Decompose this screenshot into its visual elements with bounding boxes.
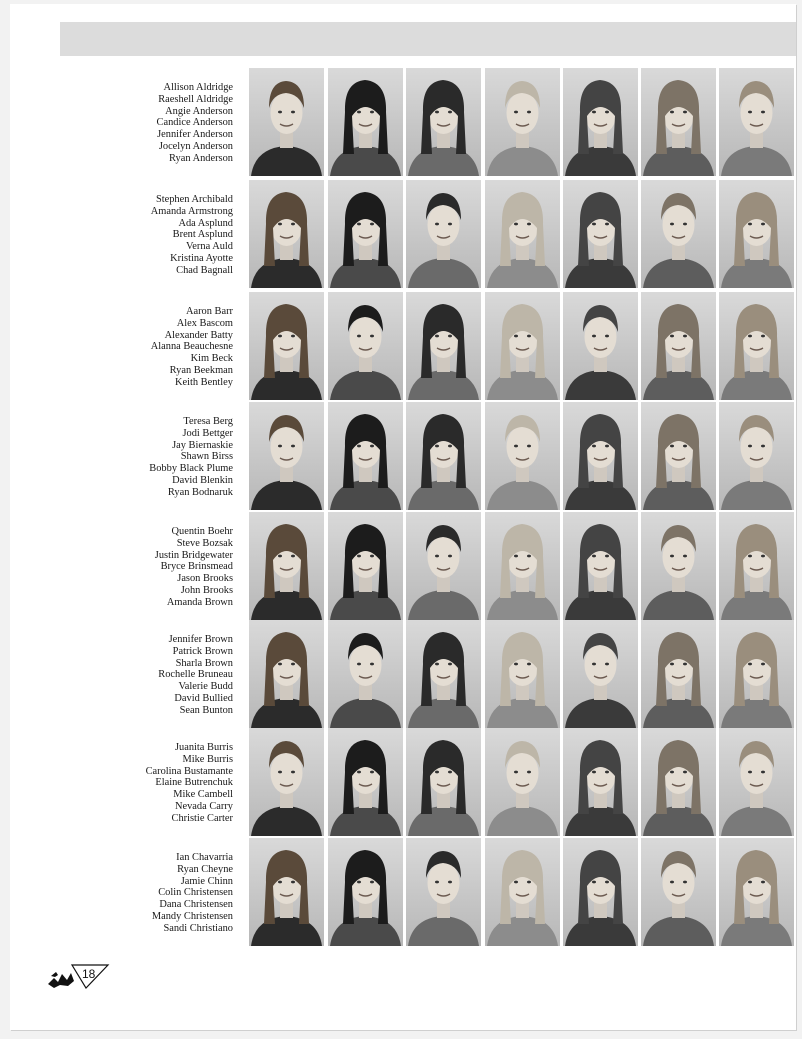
student-portrait [719, 838, 794, 946]
portrait-row [0, 180, 802, 288]
portrait-figure [328, 728, 403, 836]
portrait-figure [563, 512, 638, 620]
portrait-figure [406, 512, 481, 620]
portrait-row [0, 68, 802, 176]
student-portrait [641, 728, 716, 836]
portrait-figure [641, 838, 716, 946]
student-name: Alanna Beauchesne [150, 341, 233, 353]
student-portrait [485, 292, 560, 400]
portrait-figure [485, 728, 560, 836]
portrait-figure [485, 402, 560, 510]
student-name: Colin Christensen [158, 887, 233, 899]
student-portrait [719, 68, 794, 176]
student-portrait [641, 838, 716, 946]
student-name: Mandy Christensen [151, 910, 233, 922]
student-portrait [485, 620, 560, 728]
name-list [90, 306, 233, 389]
portrait-figure [641, 728, 716, 836]
student-name: Alexander Batty [164, 329, 233, 341]
student-portrait [485, 68, 560, 176]
student-portrait [641, 402, 716, 510]
portrait-figure [563, 402, 638, 510]
portrait-figure [249, 838, 324, 946]
student-name: Brent Asplund [172, 229, 233, 241]
student-portrait [328, 512, 403, 620]
portrait-figure [485, 292, 560, 400]
student-portrait [406, 620, 481, 728]
portrait-figure [485, 620, 560, 728]
student-portrait [328, 838, 403, 946]
portrait-figure [563, 292, 638, 400]
portrait-figure [406, 292, 481, 400]
name-list [90, 82, 233, 165]
portrait-figure [249, 180, 324, 288]
portrait-row [0, 620, 802, 728]
student-name: Steve Bozsak [176, 537, 233, 549]
portrait-figure [641, 402, 716, 510]
student-portrait [249, 180, 324, 288]
student-name: Justin Bridgewater [154, 549, 233, 561]
portrait-figure [328, 838, 403, 946]
portrait-figure [328, 180, 403, 288]
portrait-figure [719, 402, 794, 510]
student-name: Carolina Bustamante [145, 765, 233, 777]
portrait-figure [641, 292, 716, 400]
portrait-figure [485, 512, 560, 620]
student-name: John Brooks [180, 584, 233, 596]
student-portrait [485, 402, 560, 510]
student-portrait [249, 68, 324, 176]
portrait-figure [563, 728, 638, 836]
portrait-figure [406, 620, 481, 728]
student-name: Angie Anderson [165, 105, 233, 117]
student-portrait [328, 728, 403, 836]
portrait-figure [328, 620, 403, 728]
student-name: Ada Asplund [178, 217, 233, 229]
student-portrait [563, 620, 638, 728]
student-portrait [641, 512, 716, 620]
student-portrait [641, 292, 716, 400]
student-name: Shawn Birss [180, 451, 233, 463]
student-name: Ryan Cheyne [177, 863, 233, 875]
student-name: Kristina Ayotte [170, 252, 233, 264]
student-portrait [406, 180, 481, 288]
student-portrait [563, 180, 638, 288]
portrait-figure [563, 180, 638, 288]
portrait-figure [328, 292, 403, 400]
student-name: David Bullied [174, 692, 233, 704]
student-name: Candice Anderson [156, 117, 233, 129]
student-name: Raeshell Aldridge [158, 93, 233, 105]
student-portrait [406, 512, 481, 620]
name-list [90, 852, 233, 935]
portrait-figure [249, 728, 324, 836]
student-portrait [563, 68, 638, 176]
name-list [90, 416, 233, 499]
portrait-figure [485, 68, 560, 176]
student-portrait [406, 68, 481, 176]
student-name: Mike Cambell [173, 789, 233, 801]
student-portrait [719, 728, 794, 836]
student-name: Christie Carter [171, 812, 233, 824]
student-name: Mike Burris [182, 753, 233, 765]
student-name: Jason Brooks [177, 573, 233, 585]
student-portrait [328, 292, 403, 400]
student-portrait [563, 512, 638, 620]
student-portrait [485, 512, 560, 620]
student-name: Valerie Budd [178, 681, 233, 693]
portrait-figure [641, 620, 716, 728]
portrait-figure [249, 68, 324, 176]
portrait-row [0, 728, 802, 836]
student-name: Dana Christensen [159, 899, 233, 911]
student-name: Alex Bascom [176, 317, 233, 329]
student-portrait [249, 728, 324, 836]
portrait-figure [641, 68, 716, 176]
student-name: Ian Chavarria [176, 852, 233, 863]
portrait-figure [249, 402, 324, 510]
student-portrait [563, 292, 638, 400]
student-name: Jodi Bettger [182, 427, 233, 439]
page-corner-emblem [46, 964, 110, 990]
student-portrait [406, 402, 481, 510]
student-name: Amanda Brown [166, 596, 233, 608]
portrait-figure [328, 68, 403, 176]
student-portrait [719, 620, 794, 728]
name-list [90, 634, 233, 717]
student-name: Sandi Christiano [163, 922, 233, 934]
portrait-row [0, 838, 802, 946]
student-name: Amanda Armstrong [150, 205, 233, 217]
student-name: Quentin Boehr [171, 526, 233, 537]
portrait-figure [249, 292, 324, 400]
portrait-figure [485, 838, 560, 946]
student-name: Kim Beck [190, 353, 233, 365]
student-portrait [249, 402, 324, 510]
student-name: Jennifer Anderson [157, 129, 233, 141]
student-name: Nevada Carry [175, 800, 233, 812]
student-name: Teresa Berg [183, 416, 233, 427]
name-list [90, 526, 233, 609]
portrait-figure [563, 68, 638, 176]
student-name: Ryan Anderson [169, 152, 233, 164]
student-name: Ryan Beekman [169, 364, 233, 376]
student-portrait [249, 292, 324, 400]
student-name: Chad Bagnall [176, 264, 233, 276]
student-name: Jay Biernaskie [172, 439, 233, 451]
portrait-row [0, 402, 802, 510]
portrait-figure [406, 180, 481, 288]
student-name: Rochelle Bruneau [158, 669, 233, 681]
student-portrait [406, 838, 481, 946]
student-name: Sean Bunton [179, 704, 233, 716]
header-band [60, 22, 796, 56]
student-name: Allison Aldridge [163, 82, 233, 93]
name-list [90, 742, 233, 825]
student-name: Ryan Bodnaruk [167, 486, 233, 498]
student-portrait [719, 180, 794, 288]
student-portrait [249, 838, 324, 946]
portrait-figure [406, 838, 481, 946]
student-portrait [249, 620, 324, 728]
student-name: Aaron Barr [185, 306, 233, 317]
student-name: David Blenkin [172, 474, 233, 486]
student-name: Elaine Butrenchuk [155, 777, 233, 789]
portrait-figure [563, 620, 638, 728]
portrait-figure [719, 292, 794, 400]
portrait-figure [563, 838, 638, 946]
portrait-figure [719, 620, 794, 728]
portrait-figure [406, 728, 481, 836]
student-portrait [249, 512, 324, 620]
student-name: Keith Bentley [174, 376, 233, 388]
student-portrait [485, 728, 560, 836]
student-portrait [719, 292, 794, 400]
portrait-figure [719, 68, 794, 176]
student-name: Jennifer Brown [168, 634, 233, 645]
student-name: Stephen Archibald [155, 194, 233, 205]
student-portrait [485, 180, 560, 288]
student-portrait [719, 402, 794, 510]
student-portrait [485, 838, 560, 946]
portrait-figure [641, 180, 716, 288]
portrait-figure [719, 838, 794, 946]
student-name: Patrick Brown [172, 645, 233, 657]
portrait-figure [328, 512, 403, 620]
portrait-figure [719, 180, 794, 288]
student-name: Bryce Brinsmead [160, 561, 233, 573]
student-portrait [328, 180, 403, 288]
student-name: Verna Auld [185, 241, 233, 253]
student-portrait [563, 838, 638, 946]
student-portrait [406, 728, 481, 836]
name-list [90, 194, 233, 277]
student-name: Bobby Black Plume [149, 463, 233, 475]
portrait-figure [641, 512, 716, 620]
student-portrait [328, 68, 403, 176]
portrait-figure [406, 68, 481, 176]
student-portrait [563, 728, 638, 836]
student-portrait [641, 620, 716, 728]
student-portrait [641, 68, 716, 176]
portrait-figure [406, 402, 481, 510]
portrait-row [0, 292, 802, 400]
student-name: Jamie Chinn [180, 875, 233, 887]
student-portrait [641, 180, 716, 288]
student-portrait [328, 620, 403, 728]
student-name: Jocelyn Anderson [158, 140, 233, 152]
portrait-figure [485, 180, 560, 288]
student-name: Sharla Brown [175, 657, 233, 669]
portrait-figure [719, 728, 794, 836]
portrait-figure [328, 402, 403, 510]
student-portrait [563, 402, 638, 510]
student-name: Juanita Burris [174, 742, 233, 753]
portrait-figure [719, 512, 794, 620]
page-number: 18 [82, 967, 96, 981]
student-portrait [719, 512, 794, 620]
portrait-figure [249, 620, 324, 728]
portrait-figure [249, 512, 324, 620]
portrait-row [0, 512, 802, 620]
student-portrait [406, 292, 481, 400]
student-portrait [328, 402, 403, 510]
